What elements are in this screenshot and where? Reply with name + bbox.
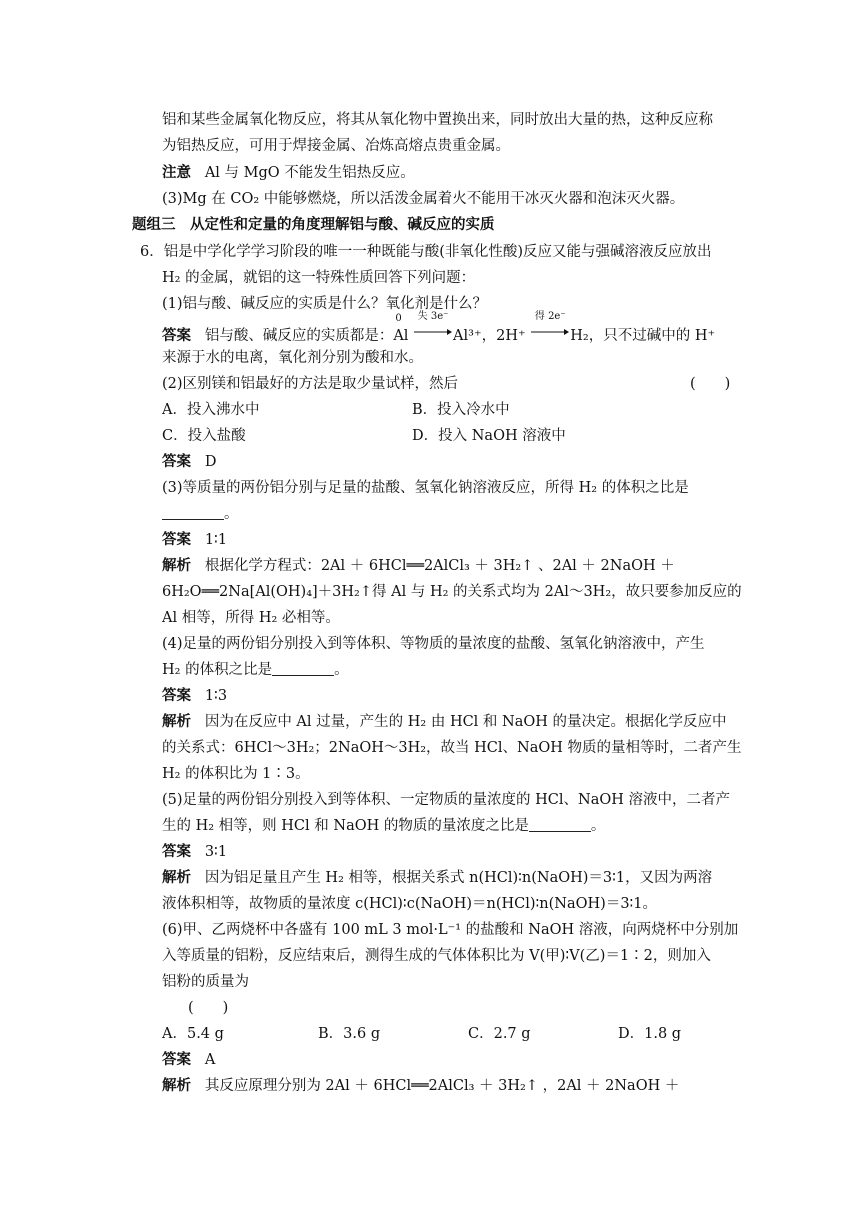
explanation-text: 其反应原理分别为 2Al ＋ 6HCl══2AlCl₃ ＋ 3H₂↑ ，2Al ＋ 2NaOH ＋ [204,1078,680,1094]
sub-question-5: (5)足量的两份铝分别投入到等体积、一定物质的量浓度的 HCl、NaOH 溶液中，二者产 [162,792,730,808]
explanation-5-cont: 液体积相等，故物质的量浓度 c(HCl)∶c(NaOH)＝n(HCl)∶n(NaOH)＝3∶1。 [162,896,658,912]
explanation-text: 根据化学方程式：2Al ＋ 6HCl══2AlCl₃ ＋ 3H₂↑ 、2Al ＋ 2NaOH ＋ [204,558,675,574]
sub-question-3: (3)等质量的两份铝分别与足量的盐酸、氢氧化钠溶液反应，所得 H₂ 的体积之比是 [162,480,689,496]
answer-6 [162,1050,215,1070]
answer-1 [162,311,716,346]
answer-2 [162,452,216,472]
sub-question-4-cont [162,660,349,680]
answer-3 [162,530,227,550]
section-title: 题组三 从定性和定量的角度理解铝与酸、碱反应的实质 [132,216,495,233]
sub-question-2: (2)区别镁和铝最好的方法是取少量试样，然后 [162,376,459,392]
answer-text: D [204,454,217,470]
sub-question-6: (6)甲、乙两烧杯中各盛有 100 mL 3 mol·L⁻¹ 的盐酸和 NaOH 溶液，向两烧杯中分别加 [162,922,739,938]
explanation-label: 解析 [162,869,191,886]
sub-question-6-cont: 铝粉的质量为 [162,974,249,990]
answer-text: Al³⁺，2H⁺ [453,328,526,344]
sub-question-1: (1)铝与酸、碱反应的实质是什么？氧化剂是什么？ [162,296,488,312]
answer-label: 答案 [162,843,191,860]
answer-text: 1∶3 [204,688,228,704]
question-text: H₂ 的体积之比是 [162,662,273,678]
answer-text: 3∶1 [204,844,228,860]
answer-label: 答案 [162,453,191,470]
question-text: 生的 H₂ 相等，则 HCl 和 NaOH 的物质的量浓度之比是 [162,818,529,834]
answer-text: 铝与酸、碱反应的实质都是： [204,328,394,344]
text-line: (3)Mg 在 CO₂ 中能够燃烧，所以活泼金属着火不能用干冰灭火器和泡沫灭火器。 [162,191,685,207]
explanation-text: 因为在反应中 Al 过量，产生的 H₂ 由 HCl 和 NaOH 的量决定。根据化学反应中 [204,714,727,730]
sub-question-6-cont: 入等质量的铝粉，反应结束后，测得生成的气体体积比为 V(甲)∶V(乙)＝1∶2，则加入 [162,948,711,964]
answer-paren: ( ) [690,376,731,392]
explanation-3-cont: Al 相等，所得 H₂ 必相等。 [162,610,340,626]
punct: 。 [590,818,606,834]
text-line: 为铝热反应，可用于焊接金属、冶炼高熔点贵重金属。 [162,138,510,154]
explanation-4-cont: H₂ 的体积比为 1∶3。 [162,766,310,782]
explanation-5 [162,868,712,888]
option-d: D．1.8 g [618,1026,682,1042]
explanation-text: 因为铝足量且产生 H₂ 相等，根据关系式 n(HCl)∶n(NaOH)＝3∶1，又因为两溶 [204,870,713,886]
answer-blank [162,505,224,520]
explanation-label: 解析 [162,1077,191,1094]
option-b: B．3.6 g [318,1026,381,1042]
electron-loss-arrow [413,311,453,342]
option-c: C．投入盐酸 [162,428,246,444]
punct: 。 [224,506,239,522]
punct: 。 [334,662,349,678]
answer-label: 答案 [162,327,191,344]
answer-text: 1∶1 [204,532,228,548]
explanation-6 [162,1076,679,1096]
answer-text: H₂，只不过碱中的 H⁺ [570,328,716,344]
answer-blank [529,817,591,832]
electron-gain-arrow [530,311,570,342]
answer-paren: ( ) [188,1000,229,1016]
note-line [162,163,415,183]
explanation-label: 解析 [162,557,191,574]
explanation-label: 解析 [162,713,191,730]
answer-5 [162,842,227,862]
question-6-stem: H₂ 的金属，就铝的这一特殊性质回答下列问题： [162,270,476,286]
answer-label: 答案 [162,1051,191,1068]
blank-line [162,504,239,524]
answer-label: 答案 [162,531,191,548]
arrow-label: 得 2e⁻ [534,311,566,322]
explanation-4-cont: 的关系式：6HCl～3H₂；2NaOH～3H₂，故当 HCl、NaOH 物质的量相等时，二者产生 [162,740,742,756]
explanation-4 [162,712,727,732]
answer-text: A [204,1052,216,1068]
option-b: B．投入冷水中 [412,402,510,418]
explanation-3-cont: 6H₂O══2Na[Al(OH)₄]＋3H₂↑得 Al 与 H₂ 的关系式均为 2Al～3H₂，故只要参加反应的 [162,584,742,600]
option-a: A．投入沸水中 [162,402,260,418]
oxidation-zero: 0 [395,313,402,324]
answer-blank [272,661,334,676]
note-text: Al 与 MgO 不能发生铝热反应。 [204,165,415,181]
question-6-stem: 6．铝是中学化学学习阶段的唯一一种既能与酸(非氧化性酸)反应又能与强碱溶液反应放出 [140,244,712,260]
text-line: 铝和某些金属氧化物反应，将其从氧化物中置换出来，同时放出大量的热，这种反应称 [162,112,713,128]
note-label: 注意 [162,164,191,181]
option-a: A．5.4 g [162,1026,224,1042]
sub-question-4: (4)足量的两份铝分别投入到等体积、等物质的量浓度的盐酸、氢氧化钠溶液中，产生 [162,636,705,652]
answer-1-cont: 来源于水的电离，氧化剂分别为酸和水。 [162,350,423,366]
sub-question-5-cont [162,816,605,836]
option-c: C．2.7 g [468,1026,531,1042]
explanation-3 [162,556,675,576]
arrow-label: 失 3e⁻ [417,311,449,322]
oxidation-state [393,313,409,346]
option-d: D．投入 NaOH 溶液中 [412,428,566,444]
answer-label: 答案 [162,687,191,704]
answer-4 [162,686,227,706]
al-symbol: Al [393,328,409,344]
